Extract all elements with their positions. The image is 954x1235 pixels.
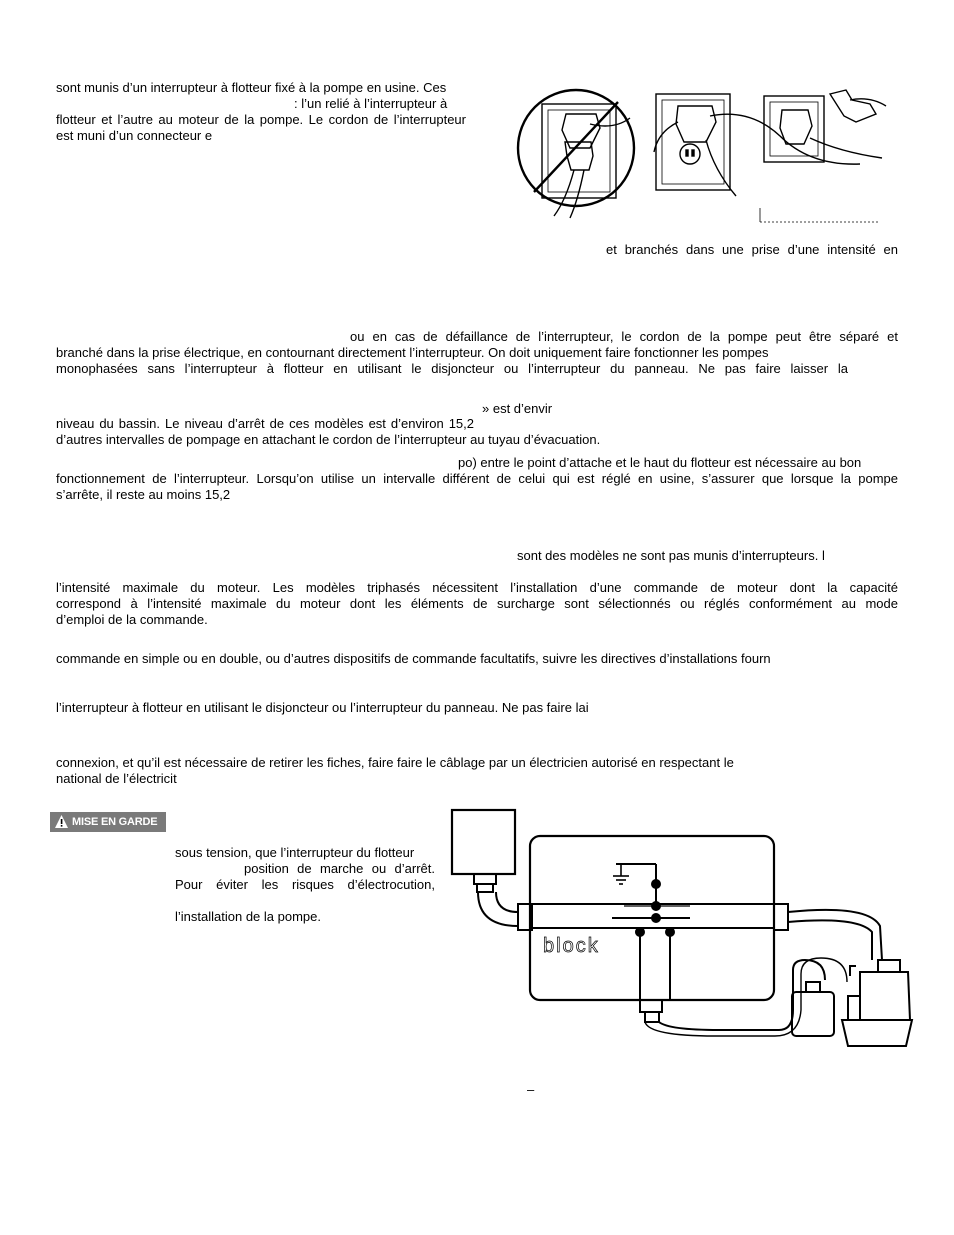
ground-symbol-icon: [613, 864, 629, 884]
warning-badge: [50, 812, 166, 832]
panel-note: l’interrupteur à flotteur en utilisant le disjoncteur ou l’interrupteur du panneau. Ne pas faire lai: [56, 700, 589, 715]
tether-line-2: fonctionnement de l’interrupteur. Lorsqu’on utilise un intervalle différent de celui qui est réglé en usine, s’assurer que lorsque la pompe: [56, 471, 898, 486]
three-phase-line-3: d’emploi de la commande.: [56, 612, 208, 627]
outlet-connection-illustration: [510, 80, 890, 230]
electrician-line-2: national de l’électricit: [56, 771, 177, 786]
junction-box-label: block: [543, 935, 600, 957]
no-switch-note: sont des modèles ne sont pas munis d’interrupteurs. l: [517, 548, 825, 563]
warning-badge-label: MISE EN GARDE: [72, 816, 158, 828]
electrician-line-1: connexion, et qu’il est nécessaire de retirer les fiches, faire faire le câblage par un électricien autorisé en respectant le: [56, 755, 734, 770]
intro-line-3: flotteur et l’autre au moteur de la pompe. Le cordon de l’interrupteur: [56, 112, 466, 127]
warning-line-1: sous tension, que l’interrupteur du flotteur: [175, 845, 415, 860]
junction-box-wiring-diagram: [440, 800, 920, 1060]
tether-line-1: po) entre le point d’attache et le haut du flotteur est nécessaire au bon: [458, 455, 862, 470]
footer-dash: –: [527, 1082, 535, 1097]
plug-note: et branchés dans une prise d’une intensité en: [606, 242, 898, 257]
intro-line-4: est muni d’un connecteur e: [56, 128, 213, 143]
intro-line-2: : l’un relié à l’interrupteur à: [294, 96, 448, 111]
level-line-1: » est d’envir: [482, 401, 553, 416]
bypass-line-3: monophasées sans l’interrupteur à flotteur en utilisant le disjoncteur ou l’interrupteur du panneau. Ne pas faire laisser la: [56, 361, 848, 376]
bypass-line-2: branché dans la prise électrique, en contournant directement l’interrupteur. On doit uniquement faire fonctionner les pompes: [56, 345, 769, 360]
level-line-2: niveau du bassin. Le niveau d’arrêt de ces modèles est d’environ 15,2: [56, 416, 474, 431]
three-phase-line-1: l’intensité maximale du moteur. Les modèles triphasés nécessitent l’installation d’une commande de moteur dont la capacité: [56, 580, 898, 595]
warning-line-4: l’installation de la pompe.: [175, 909, 321, 924]
bypass-line-1: ou en cas de défaillance de l’interrupteur, le cordon de la pompe peut être séparé et: [350, 329, 898, 344]
tether-line-3: s’arrête, il reste au moins 15,2: [56, 487, 231, 502]
intro-line-1: sont munis d’un interrupteur à flotteur fixé à la pompe en usine. Ces: [56, 80, 447, 95]
warning-line-2: position de marche ou d’arrêt.: [244, 861, 435, 876]
warning-line-3: Pour éviter les risques d’électrocution,: [175, 877, 435, 892]
level-line-3: d’autres intervalles de pompage en attachant le cordon de l’interrupteur au tuyau d’évacuation.: [56, 432, 601, 447]
warning-triangle-icon: [54, 814, 69, 829]
three-phase-line-2: correspond à l’intensité maximale du moteur dont les éléments de surcharge sont sélectionnés ou réglés conformément au mode: [56, 596, 898, 611]
controls-note: commande en simple ou en double, ou d’autres dispositifs de commande facultatifs, suivre les directives d’installations fourn: [56, 651, 771, 666]
